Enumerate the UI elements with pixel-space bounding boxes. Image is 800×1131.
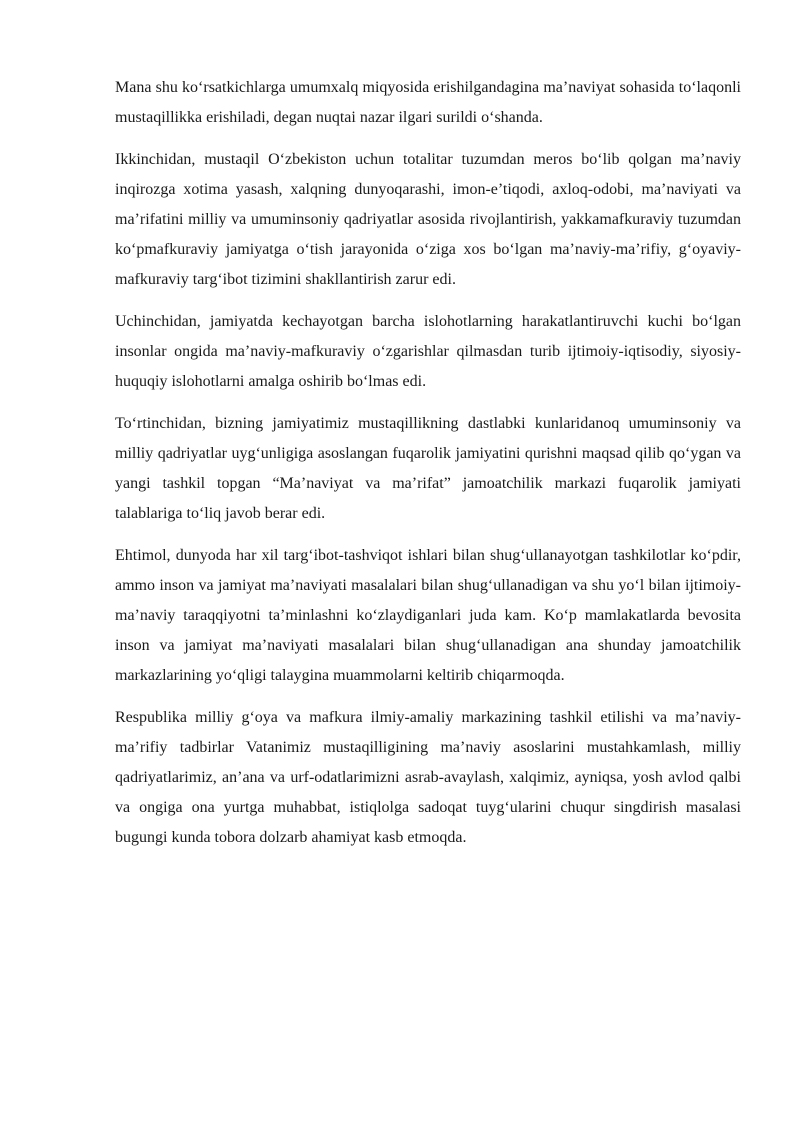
paragraph-6: Respublika milliy g‘oya va mafkura ilmiy-amaliy markazining tashkil etilishi va ma’naviy-ma’rifiy tadbirlar Vatanimiz mustaqilligining ma’naviy asoslarini mustahkamlash, milliy qadriyatlarimiz, an’ana va urf-odatlarimizni asrab-avaylash, xalqimiz, ayniqsa, yosh avlod qalbi va ongiga ona yurtga muhabbat, istiqlolga sadoqat tuyg‘ularini chuqur singdirish masalasi bugungi kunda tobora dolzarb ahamiyat kasb etmoqda. — [115, 709, 741, 846]
document-body — [115, 73, 741, 865]
paragraph-4: To‘rtinchidan, bizning jamiyatimiz mustaqillikning dastlabki kunlaridanoq umuminsoniy va milliy qadriyatlar uyg‘unligiga asoslangan fuqarolik jamiyatini qurishni maqsad qilib qo‘ygan va yangi tashkil topgan “Ma’naviyat va ma’rifat” jamoatchilik markazi fuqarolik jamiyati talablariga to‘liq javob berar edi. — [115, 415, 741, 522]
paragraph-2: Ikkinchidan, mustaqil O‘zbekiston uchun totalitar tuzumdan meros bo‘lib qolgan ma’naviy inqirozga xotima yasash, xalqning dunyoqarashi, imon-e’tiqodi, axloq-odobi, ma’naviyati va ma’rifatini milliy va umuminsoniy qadriyatlar asosida rivojlantirish, yakkamafkuraviy tuzumdan ko‘pmafkuraviy jamiyatga o‘tish jarayonida o‘ziga xos bo‘lgan ma’naviy-ma’rifiy, g‘oyaviy-mafkuraviy targ‘ibot tizimini shakllantirish zarur edi. — [115, 151, 741, 288]
paragraph-5: Ehtimol, dunyoda har xil targ‘ibot-tashviqot ishlari bilan shug‘ullanayotgan tashkilotlar ko‘pdir, ammo inson va jamiyat ma’naviyati masalalari bilan shug‘ullanadigan va shu yo‘l bilan ijtimoiy-ma’naviy taraqqiyotni ta’minlashni ko‘zlaydiganlari juda kam. Ko‘p mamlakatlarda bevosita inson va jamiyat ma’naviyati masalalari bilan shug‘ullanadigan ana shunday jamoatchilik markazlarining yo‘qligi talaygina muammolarni keltirib chiqarmoqda. — [115, 547, 741, 684]
paragraph-1: Mana shu ko‘rsatkichlarga umumxalq miqyosida erishilgandagina ma’naviyat sohasida to‘laqonli mustaqillikka erishiladi, degan nuqtai nazar ilgari surildi o‘shanda. — [115, 79, 741, 126]
paragraph-3: Uchinchidan, jamiyatda kechayotgan barcha islohotlarning harakatlantiruvchi kuchi bo‘lgan insonlar ongida ma’naviy-mafkuraviy o‘zgarishlar qilmasdan turib ijtimoiy-iqtisodiy, siyosiy-huquqiy islohotlarni amalga oshirib bo‘lmas edi. — [115, 313, 741, 390]
